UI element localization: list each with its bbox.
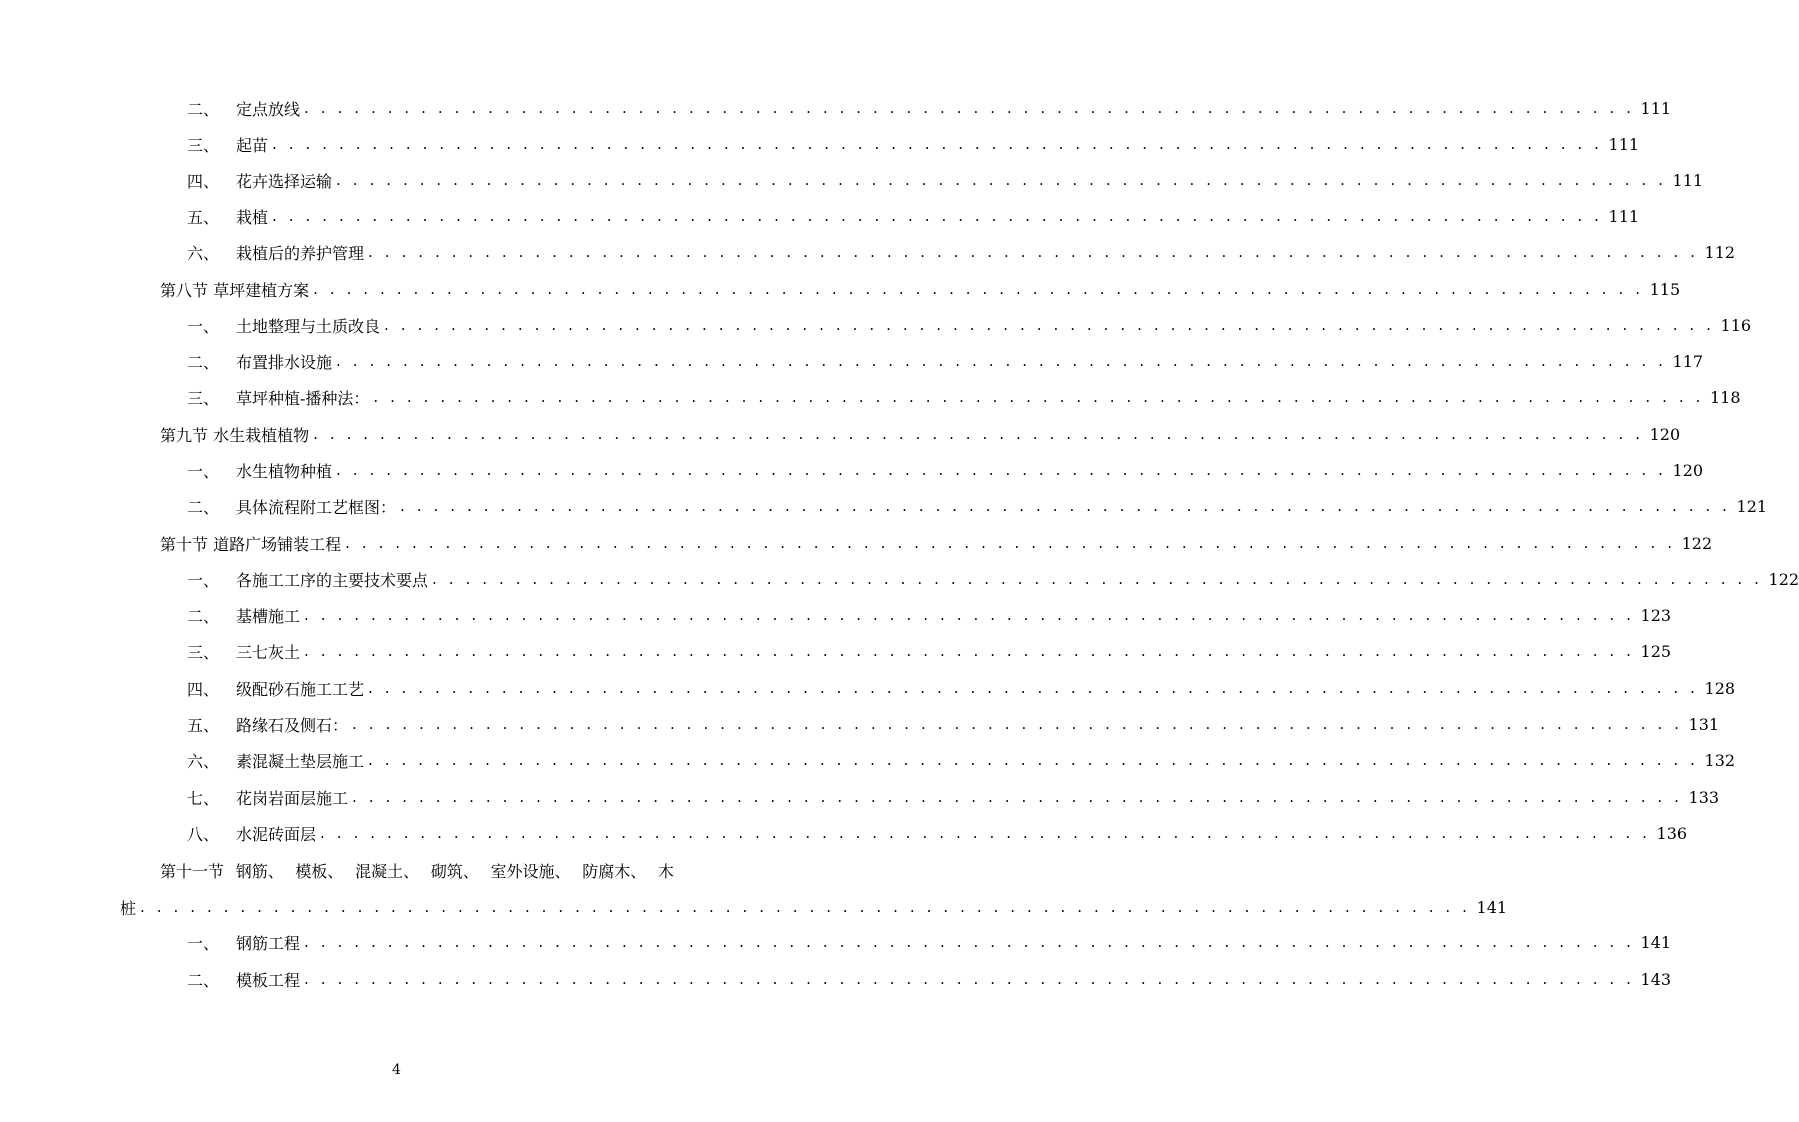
toc-item-number: 六、 [187,243,220,263]
toc-page-number: 123 [1640,605,1672,625]
toc-title: 草坪种植-播种法： [236,388,370,408]
toc-title: 素混凝土垫层施工 [236,751,365,771]
toc-title-fragment: 木 [657,861,674,881]
toc-item-number: 二、 [187,99,220,119]
toc-page-number: 111 [1672,170,1704,190]
toc-title: 定点放线 [236,99,301,119]
toc-page-number: 118 [1709,387,1741,407]
toc-leader-dots: . . . . . . . . . . . . . . . . . . . . . . . . . . . . . . . . . . . . . . . . . . . . . . . . . . . . . . . . . . . . . . . . . . . . . . . . . . . . . . . . [320,824,1651,842]
toc-page-number: 131 [1688,714,1720,734]
toc-item-number: 三、 [187,388,220,408]
toc-page-number: 111 [1608,134,1640,154]
toc-title: 各施工工序的主要技术要点 [236,570,429,590]
toc-title: 路缘石及侧石： [236,715,349,735]
toc-title: 花卉选择运输 [236,171,333,191]
toc-title: 具体流程附工艺框图： [236,497,397,517]
toc-title: 第八节 草坪建植方案 [160,280,310,300]
toc-entry [187,820,1688,846]
toc-entry [187,348,1704,374]
toc-item-number: 八、 [187,824,220,844]
toc-entry [187,638,1672,664]
toc-item-number: 二、 [187,497,220,517]
toc-page-number: 141 [1476,897,1508,917]
toc-page-number: 111 [1608,206,1640,226]
toc-item-number: 五、 [187,207,220,227]
toc-title: 土地整理与土质改良 [236,316,381,336]
toc-section-entry [160,421,1681,447]
toc-title: 第九节 水生栽植植物 [160,425,310,445]
toc-leader-dots: . . . . . . . . . . . . . . . . . . . . . . . . . . . . . . . . . . . . . . . . . . . . . . . . . . . . . . . . . . . . . . . . . . . . . . . . . . . . . . . . [373,388,1704,406]
toc-title: 三七灰土 [236,642,301,662]
toc-title: 起苗 [236,135,269,155]
toc-page-number: 143 [1640,969,1672,989]
toc-section-entry [160,530,1713,556]
toc-entry [187,784,1720,810]
toc-leader-dots: . . . . . . . . . . . . . . . . . . . . . . . . . . . . . . . . . . . . . . . . . . . . . . . . . . . . . . . . . . . . . . . . . . . . . . . . . . . . . . . . [432,570,1763,588]
toc-section-entry [160,276,1681,302]
toc-leader-dots: . . . . . . . . . . . . . . . . . . . . . . . . . . . . . . . . . . . . . . . . . . . . . . . . . . . . . . . . . . . . . . . . . . . . . . . . . . . . . . . . [345,534,1676,552]
toc-leader-dots: . . . . . . . . . . . . . . . . . . . . . . . . . . . . . . . . . . . . . . . . . . . . . . . . . . . . . . . . . . . . . . . . . . . . . . . . . . . . . . . . [272,207,1603,225]
toc-leader-dots: . . . . . . . . . . . . . . . . . . . . . . . . . . . . . . . . . . . . . . . . . . . . . . . . . . . . . . . . . . . . . . . . . . . . . . . . . . . . . . . . [352,715,1683,733]
toc-page-number: 141 [1640,932,1672,952]
toc-leader-dots: . . . . . . . . . . . . . . . . . . . . . . . . . . . . . . . . . . . . . . . . . . . . . . . . . . . . . . . . . . . . . . . . . . . . . . . . . . . . . . . . [140,898,1471,916]
toc-title-fragment: 钢筋、 [235,861,284,881]
toc-item-number: 四、 [187,171,220,191]
toc-title-fragment: 防腐木、 [582,861,647,881]
toc-title: 花岗岩面层施工 [236,788,349,808]
toc-entry [187,203,1640,229]
toc-title-fragment: 室外设施、 [490,861,571,881]
toc-entry [187,312,1752,338]
toc-leader-dots: . . . . . . . . . . . . . . . . . . . . . . . . . . . . . . . . . . . . . . . . . . . . . . . . . . . . . . . . . . . . . . . . . . . . . . . . . . . . . . . . [304,606,1635,624]
toc-item-number: 一、 [187,933,220,953]
toc-leader-dots: . . . . . . . . . . . . . . . . . . . . . . . . . . . . . . . . . . . . . . . . . . . . . . . . . . . . . . . . . . . . . . . . . . . . . . . . . . . . . . . . [352,788,1683,806]
toc-page-number: 112 [1704,242,1736,262]
toc-title: 水生植物种植 [236,461,333,481]
toc-leader-dots: . . . . . . . . . . . . . . . . . . . . . . . . . . . . . . . . . . . . . . . . . . . . . . . . . . . . . . . . . . . . . . . . . . . . . . . . . . . . . . . . [336,171,1667,189]
toc-item-number: 六、 [187,751,220,771]
toc-title: 钢筋工程 [236,933,301,953]
toc-page-number: 133 [1688,787,1720,807]
toc-page-number: 132 [1704,750,1736,770]
toc-leader-dots: . . . . . . . . . . . . . . . . . . . . . . . . . . . . . . . . . . . . . . . . . . . . . . . . . . . . . . . . . . . . . . . . . . . . . . . . . . . . . . . . [304,99,1635,117]
toc-leader-dots: . . . . . . . . . . . . . . . . . . . . . . . . . . . . . . . . . . . . . . . . . . . . . . . . . . . . . . . . . . . . . . . . . . . . . . . . . . . . . . . . [336,461,1667,479]
toc-item-number: 一、 [187,570,220,590]
page-number: 4 [392,1062,401,1078]
toc-leader-dots: . . . . . . . . . . . . . . . . . . . . . . . . . . . . . . . . . . . . . . . . . . . . . . . . . . . . . . . . . . . . . . . . . . . . . . . . . . . . . . . . [304,933,1635,951]
toc-item-number: 一、 [187,461,220,481]
toc-page-number: 116 [1720,315,1752,335]
toc-entry [187,966,1672,992]
toc-title: 栽植后的养护管理 [236,243,365,263]
toc-item-number: 七、 [187,788,220,808]
toc-item-number: 四、 [187,679,220,699]
toc-leader-dots: . . . . . . . . . . . . . . . . . . . . . . . . . . . . . . . . . . . . . . . . . . . . . . . . . . . . . . . . . . . . . . . . . . . . . . . . . . . . . . . . [313,280,1644,298]
toc-title: 级配砂石施工工艺 [236,679,365,699]
toc-entry [187,602,1672,628]
toc-leader-dots: . . . . . . . . . . . . . . . . . . . . . . . . . . . . . . . . . . . . . . . . . . . . . . . . . . . . . . . . . . . . . . . . . . . . . . . . . . . . . . . . [336,352,1667,370]
toc-entry [187,239,1736,265]
toc-title: 布置排水设施 [236,352,333,372]
toc-entry [187,131,1640,157]
toc-title: 基槽施工 [236,606,301,626]
toc-leader-dots: . . . . . . . . . . . . . . . . . . . . . . . . . . . . . . . . . . . . . . . . . . . . . . . . . . . . . . . . . . . . . . . . . . . . . . . . . . . . . . . . [304,970,1635,988]
toc-entry [187,493,1768,519]
toc-title: 模板工程 [236,970,301,990]
toc-page-number: 120 [1649,424,1681,444]
toc-item-number: 一、 [187,316,220,336]
toc-page-number: 111 [1640,98,1672,118]
toc-entry [187,675,1736,701]
toc-item-number: 二、 [187,606,220,626]
toc-entry [187,457,1704,483]
toc-page-number: 121 [1736,496,1768,516]
toc-item-number: 三、 [187,642,220,662]
toc-leader-dots: . . . . . . . . . . . . . . . . . . . . . . . . . . . . . . . . . . . . . . . . . . . . . . . . . . . . . . . . . . . . . . . . . . . . . . . . . . . . . . . . [400,497,1731,515]
toc-item-number: 二、 [187,970,220,990]
toc-leader-dots: . . . . . . . . . . . . . . . . . . . . . . . . . . . . . . . . . . . . . . . . . . . . . . . . . . . . . . . . . . . . . . . . . . . . . . . . . . . . . . . . [368,679,1699,697]
toc-title: 桩 [120,898,137,918]
toc-page-number: 120 [1672,460,1704,480]
toc-title: 栽植 [236,207,269,227]
toc-leader-dots: . . . . . . . . . . . . . . . . . . . . . . . . . . . . . . . . . . . . . . . . . . . . . . . . . . . . . . . . . . . . . . . . . . . . . . . . . . . . . . . . [304,642,1635,660]
toc-page-number: 125 [1640,641,1672,661]
toc-title-fragment: 砌筑、 [430,861,479,881]
toc-entry [187,711,1720,737]
toc-page-number: 136 [1656,823,1688,843]
toc-item-number: 五、 [187,715,220,735]
toc-entry-section-11-line1 [160,857,674,883]
toc-leader-dots: . . . . . . . . . . . . . . . . . . . . . . . . . . . . . . . . . . . . . . . . . . . . . . . . . . . . . . . . . . . . . . . . . . . . . . . . . . . . . . . . [368,751,1699,769]
toc-title-fragment: 模板、 [295,861,344,881]
toc-title: 水泥砖面层 [236,824,317,844]
toc-entry [187,566,1799,592]
toc-item-number: 二、 [187,352,220,372]
toc-entry [187,95,1672,121]
toc-entry [187,929,1672,955]
toc-leader-dots: . . . . . . . . . . . . . . . . . . . . . . . . . . . . . . . . . . . . . . . . . . . . . . . . . . . . . . . . . . . . . . . . . . . . . . . . . . . . . . . . [384,316,1715,334]
toc-leader-dots: . . . . . . . . . . . . . . . . . . . . . . . . . . . . . . . . . . . . . . . . . . . . . . . . . . . . . . . . . . . . . . . . . . . . . . . . . . . . . . . . [368,243,1699,261]
toc-page-number: 122 [1681,533,1713,553]
toc-page-number: 115 [1649,279,1681,299]
toc-leader-dots: . . . . . . . . . . . . . . . . . . . . . . . . . . . . . . . . . . . . . . . . . . . . . . . . . . . . . . . . . . . . . . . . . . . . . . . . . . . . . . . . [272,135,1603,153]
toc-title-fragment: 混凝土、 [355,861,420,881]
toc-entry [187,384,1741,410]
toc-item-number: 三、 [187,135,220,155]
toc-entry-section-11-line2 [120,894,1508,920]
toc-leader-dots: . . . . . . . . . . . . . . . . . . . . . . . . . . . . . . . . . . . . . . . . . . . . . . . . . . . . . . . . . . . . . . . . . . . . . . . . . . . . . . . . [313,425,1644,443]
toc-page-number: 117 [1672,351,1704,371]
toc-page-number: 122 [1768,569,1799,589]
toc-title: 第十节 道路广场铺装工程 [160,534,342,554]
toc-entry [187,747,1736,773]
toc-entry [187,167,1704,193]
toc-page-number: 128 [1704,678,1736,698]
toc-section-label: 第十一节 [160,861,225,881]
